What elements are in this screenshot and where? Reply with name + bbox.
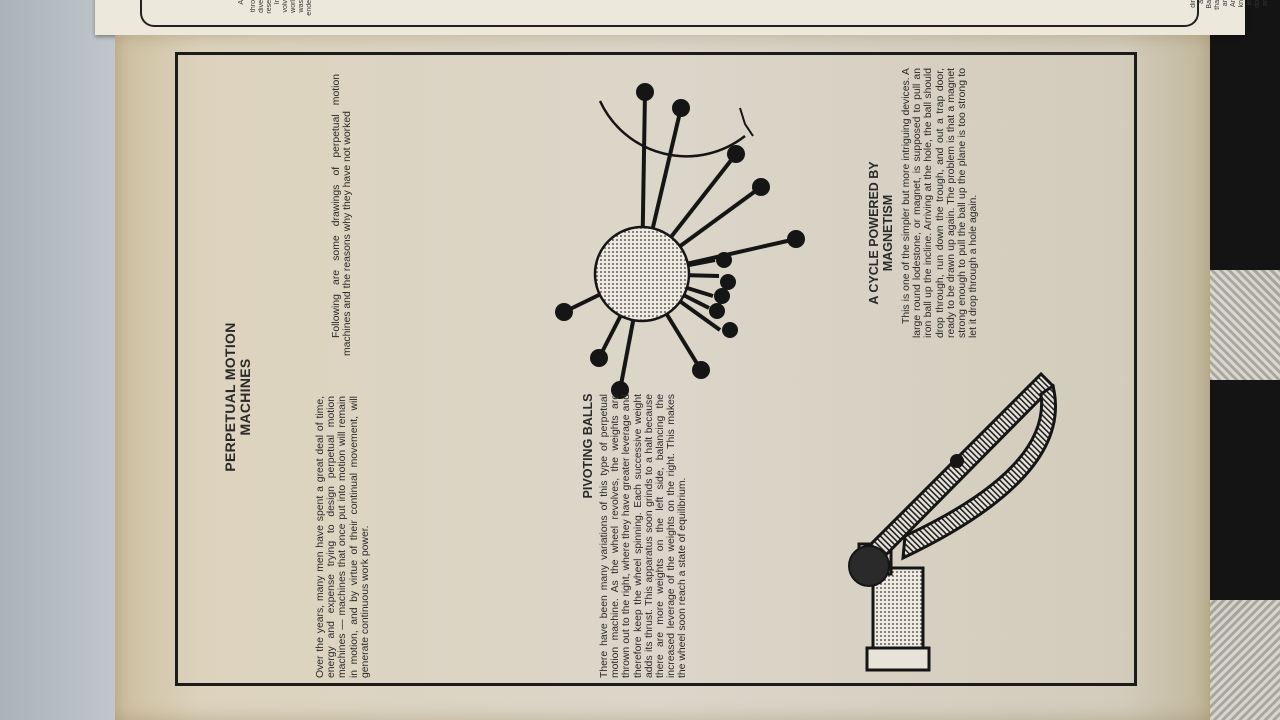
facing-page-text	[1190, 0, 1197, 8]
following-paragraph: Following are some drawings of perpetual motion machines and the reasons why they have not worked	[331, 74, 354, 356]
facing-text: A	[238, 0, 245, 5]
iron-ball	[950, 454, 964, 468]
magnetic-incline-illustration	[849, 374, 1055, 670]
section-heading-magnetism: A CYCLE POWERED BY MAGNETISM	[867, 161, 895, 305]
facing-text: Ir	[274, 0, 281, 5]
facing-page-text	[282, 0, 289, 12]
facing-text: kn	[1238, 0, 1245, 8]
wheel-hub	[595, 227, 689, 321]
facing-text: Ba	[1206, 0, 1213, 9]
facing-text: was	[298, 0, 305, 13]
facing-page-text	[238, 0, 245, 5]
wheel-ball-weights	[555, 83, 805, 399]
base-end-cap	[867, 648, 929, 670]
facing-page-text	[258, 0, 265, 13]
section-body-pivoting-balls: There have been many variations of this type of perpetual motion machine. As the wheel revolves, the weights are thrown out to the right, where they have greater leverage and therefore keep the wheel spinning. Each successive weight adds its thrust. This apparatus soon grinds to a halt because there are more weights on the left side, balancing the increased leverage of the weights on the right. This makes the wheel soon reach a state of equilibrium.	[599, 394, 689, 678]
intro-paragraph: Over the years, many men have spent a great deal of time, energy and expense trying to design perpetual motion machines — machines that once put into motion will remain in motion, and by virtue of their continual movement, will generate continuous work power.	[315, 396, 371, 678]
pivoting-balls-wheel-illustration	[555, 83, 805, 399]
facing-page-text	[1214, 0, 1221, 10]
facing-text: ende	[306, 0, 313, 16]
facing-text: do	[1254, 0, 1261, 8]
facing-page-text	[290, 0, 297, 13]
facing-text: volv	[282, 0, 289, 13]
facing-page-text	[1238, 0, 1245, 7]
facing-text: ar	[1262, 0, 1269, 7]
facing-page-text	[306, 0, 313, 16]
facing-text: dir	[1190, 0, 1197, 8]
page-content-rotated	[175, 52, 1137, 686]
facing-page-text	[266, 0, 273, 14]
facing-page-text	[298, 0, 305, 12]
section-body-magnetism: This is one of the simpler but more intriguing devices. A large round lodestone, or magnet, is supposed to pull an iron ball up the incline. Arriving at the hole, the ball should drop through, run down the trough, and out a trap door, ready to be drawn up again. The problem is that a magnet strong enough to pull the ball up the plane is too strong to let it drop through a hole again.	[901, 68, 980, 338]
page-title: PERPETUAL MOTION MACHINES	[222, 322, 253, 472]
facing-text: rese	[266, 0, 273, 14]
facing-page-text	[1246, 0, 1253, 5]
fabric-patch	[1205, 600, 1280, 720]
facing-page-text	[250, 0, 257, 12]
lodestone-magnet	[849, 546, 889, 586]
facing-text: dive	[258, 0, 265, 13]
facing-page-text	[1254, 0, 1261, 8]
wheel-spokes	[564, 92, 796, 390]
facing-text: a	[1198, 0, 1205, 4]
fabric-patch	[1205, 270, 1280, 380]
arrow-head-icon	[740, 108, 753, 136]
facing-page-text	[1230, 0, 1237, 7]
return-trough	[903, 386, 1055, 558]
facing-page-text	[1262, 0, 1269, 6]
facing-text: le	[1246, 0, 1253, 6]
facing-text: thro	[250, 0, 257, 13]
facing-text: ar	[1222, 0, 1229, 7]
section-heading-pivoting-balls: PIVOTING BALLS	[581, 393, 595, 499]
facing-page-text	[1222, 0, 1229, 6]
facing-text: tha	[1214, 0, 1221, 10]
facing-page-text	[274, 0, 281, 4]
facing-text: Ar	[1230, 0, 1237, 7]
facing-page-text	[1198, 0, 1205, 4]
facing-text: worl	[290, 0, 297, 13]
facing-page-text	[1206, 0, 1213, 9]
